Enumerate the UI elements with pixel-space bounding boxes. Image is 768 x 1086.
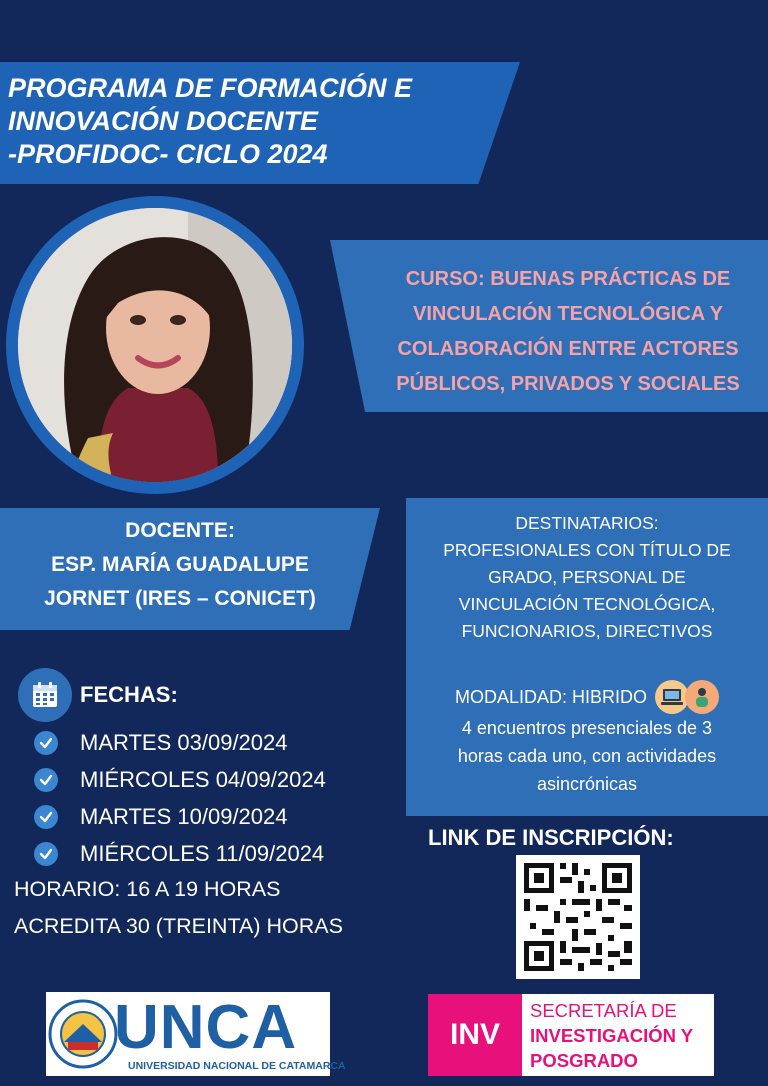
registration-qr-code[interactable] (516, 855, 640, 979)
teacher-name: JORNET (IRES – CONICET) (44, 587, 316, 610)
modality-detail: asincrónicas (536, 774, 638, 794)
audience-line: GRADO, PERSONAL DE (488, 567, 686, 587)
audience-line: FUNCIONARIOS, DIRECTIVOS (461, 621, 713, 641)
checkmark-icon (34, 768, 58, 792)
audience-text (406, 510, 768, 645)
inv-line: SECRETARÍA DE (530, 1000, 677, 1021)
people-icon (685, 680, 719, 714)
date-text: MARTES 03/09/2024 (80, 729, 288, 755)
audience-line: PROFESIONALES CON TÍTULO DE (443, 540, 731, 560)
course-title-line: CURSO: BUENAS PRÁCTICAS DE (405, 268, 731, 290)
unca-wordmark: UNCA (114, 993, 298, 1062)
inv-mark: INV (428, 994, 522, 1076)
portrait-illustration (18, 208, 292, 482)
course-title (372, 262, 764, 402)
date-text: MARTES 10/09/2024 (80, 803, 288, 829)
list-item (34, 798, 326, 835)
teacher-name: ESP. MARÍA GUADALUPE (51, 553, 309, 576)
program-title-line: -PROFIDOC- CICLO 2024 (8, 139, 328, 169)
modality-section (406, 680, 768, 798)
checkmark-icon (34, 842, 58, 866)
calendar-icon (18, 668, 72, 722)
inv-text (530, 998, 693, 1073)
credits-text: ACREDITA 30 (TREINTA) HORAS (14, 914, 343, 938)
modality-icons (655, 680, 719, 714)
list-item (34, 835, 326, 872)
course-title-line: COLABORACIÓN ENTRE ACTORES (397, 338, 739, 360)
modality-label: MODALIDAD: HIBRIDO (454, 687, 648, 707)
course-title-line: VINCULACIÓN TECNOLÓGICA Y (412, 303, 723, 325)
course-title-line: PÚBLICOS, PRIVADOS Y SOCIALES (396, 373, 740, 395)
teacher-info (0, 514, 360, 616)
modality-header (406, 680, 768, 714)
program-title-line: INNOVACIÓN DOCENTE (8, 106, 319, 136)
inv-line: INVESTIGACIÓN Y (530, 1025, 694, 1046)
schedule-text: HORARIO: 16 A 19 HORAS (14, 877, 281, 901)
teacher-heading: DOCENTE: (125, 519, 235, 542)
program-title (8, 72, 528, 171)
modality-detail: 4 encuentros presenciales de 3 (461, 718, 713, 738)
checkmark-icon (34, 805, 58, 829)
dates-list (34, 724, 326, 872)
list-item (34, 724, 326, 761)
checkmark-icon (34, 731, 58, 755)
audience-line: VINCULACIÓN TECNOLÓGICA, (458, 594, 716, 614)
list-item (34, 761, 326, 798)
dates-heading: FECHAS: (80, 682, 178, 707)
teacher-portrait (18, 208, 292, 482)
program-title-line: PROGRAMA DE FORMACIÓN E (8, 73, 412, 103)
registration-link-label: LINK DE INSCRIPCIÓN: (428, 825, 674, 850)
audience-heading: DESTINATARIOS: (515, 513, 659, 533)
unca-seal-icon (48, 994, 118, 1074)
qr-code-icon (516, 855, 640, 979)
date-text: MIÉRCOLES 04/09/2024 (80, 766, 326, 792)
laptop-icon (655, 680, 689, 714)
modality-detail: horas cada uno, con actividades (457, 746, 717, 766)
date-text: MIÉRCOLES 11/09/2024 (80, 840, 325, 866)
unca-subtitle: UNIVERSIDAD NACIONAL DE CATAMARCA (128, 1060, 346, 1072)
inv-line: POSGRADO (530, 1050, 638, 1071)
